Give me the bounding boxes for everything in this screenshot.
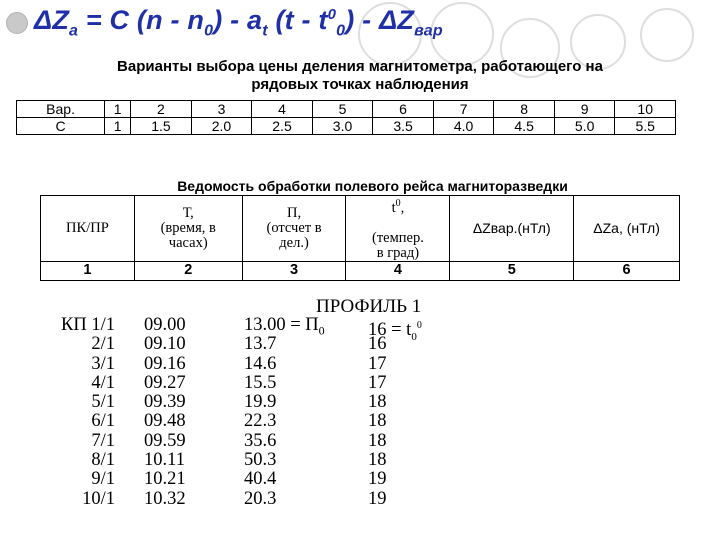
time-value: 09.59 — [144, 430, 186, 451]
point-id: 5/1 — [91, 392, 115, 413]
table-cell: 4.0 — [433, 118, 494, 135]
point-id: 4/1 — [91, 372, 115, 393]
temp-text: 17 — [368, 353, 387, 374]
time-value: 09.00 — [144, 315, 186, 335]
point-id: 2/1 — [91, 334, 115, 355]
table-cell: 1.5 — [131, 118, 192, 135]
temp-text: 16 — [368, 334, 387, 355]
temp-value — [368, 432, 387, 451]
table-cell: 6 — [373, 101, 434, 118]
table-cell: 8 — [494, 101, 555, 118]
point-id: 6/1 — [91, 411, 115, 432]
slide-title — [6, 6, 443, 40]
table-cell: 1 — [105, 101, 131, 118]
table-row — [17, 118, 676, 135]
reading-text: 40.4 — [244, 469, 277, 490]
temp-text: 18 — [368, 450, 387, 471]
header-cell: ПК/ПР — [41, 196, 135, 262]
table-cell: 3 — [242, 261, 346, 280]
time-value: 09.10 — [144, 334, 186, 355]
reading-text: 19.9 — [244, 392, 277, 413]
table-cell: 7 — [433, 101, 494, 118]
temp-value — [368, 393, 387, 412]
temp-text: 16 = t — [368, 320, 412, 341]
reading-text: 35.6 — [244, 430, 277, 451]
reading-sub: 0 — [318, 323, 325, 338]
temp-value — [368, 490, 387, 509]
table-cell: 1 — [41, 261, 135, 280]
table-header-row — [41, 196, 680, 262]
header-cell: П, (отсчет в дел.) — [242, 196, 346, 262]
reading-text: 13.00 = П — [244, 315, 319, 335]
reading-text: 13.7 — [244, 334, 277, 355]
temp-sup: 0 — [416, 320, 422, 331]
decor-circle — [640, 8, 694, 62]
point-id: 8/1 — [91, 450, 115, 471]
table-cell: 5.5 — [615, 118, 676, 135]
time-value: 10.21 — [144, 469, 186, 490]
table-cell: 3.5 — [373, 118, 434, 135]
table-cell: 2 — [131, 101, 192, 118]
header-cell: $t^0$, (темпер. в град) — [346, 196, 450, 262]
table-cell: 2.0 — [191, 118, 252, 135]
statement-table — [40, 195, 680, 281]
time-value: 09.48 — [144, 411, 186, 432]
reading-value — [244, 490, 276, 509]
reading-text: 50.3 — [244, 450, 277, 471]
temp-text: 18 — [368, 430, 387, 451]
table-cell: 4.5 — [494, 118, 555, 135]
statement-heading: Ведомость обработки полевого рейса магниторазведки — [177, 178, 568, 194]
temp-sub: 0 — [411, 330, 417, 343]
table-cell: 9 — [554, 101, 615, 118]
header-cell: ΔZa, (нТл) — [574, 196, 680, 262]
temp-value — [368, 335, 387, 354]
header-cell: ΔZвар.(нТл) — [450, 196, 574, 262]
temp-text: 19 — [368, 488, 387, 509]
reading-value — [244, 335, 276, 354]
temp-text: 18 — [368, 411, 387, 432]
profile-title: ПРОФИЛЬ 1 — [316, 296, 422, 317]
time-value: 09.27 — [144, 372, 186, 393]
time-value: 09.39 — [144, 392, 186, 413]
variants-table — [16, 100, 676, 135]
temp-text: 19 — [368, 469, 387, 490]
bullet-icon — [6, 12, 28, 34]
table-cell: 10 — [615, 101, 676, 118]
table-number-row — [41, 261, 680, 280]
point-id: КП 1/1 — [61, 315, 115, 335]
temp-value — [368, 412, 387, 431]
table-cell: Вар. — [17, 101, 105, 118]
formula: $\Delta Z_a = C$ $(n - n_0) - a_t$ $(t - t^0_0) - \Delta Z_{вар}$ — [34, 5, 443, 40]
temp-value — [368, 451, 387, 470]
header-cell: Т, (время, в часах) — [134, 196, 242, 262]
table-cell: 5.0 — [554, 118, 615, 135]
reading-text: 22.3 — [244, 411, 277, 432]
table-cell: 3.0 — [312, 118, 373, 135]
table-cell: 5 — [312, 101, 373, 118]
point-id: 10/1 — [82, 488, 115, 509]
reading-value — [244, 355, 276, 374]
table-cell: 1 — [105, 118, 131, 135]
time-value: 10.11 — [144, 450, 185, 471]
reading-value — [244, 432, 276, 451]
reading-text: 15.5 — [244, 372, 277, 393]
variants-heading: Варианты выбора цены деления магнитометра, работающего на рядовых точках наблюдения — [117, 58, 603, 93]
reading-value — [244, 451, 276, 470]
time-value: 09.16 — [144, 353, 186, 374]
table-cell: 4 — [346, 261, 450, 280]
reading-value — [244, 470, 276, 489]
time-value: 10.32 — [144, 488, 186, 509]
table-cell: 2 — [134, 261, 242, 280]
table-cell: С — [17, 118, 105, 135]
reading-value — [244, 374, 276, 393]
reading-text: 14.6 — [244, 353, 277, 374]
table-cell: 3 — [191, 101, 252, 118]
point-id: 3/1 — [91, 353, 115, 374]
table-row — [17, 101, 676, 118]
table-cell: 5 — [450, 261, 574, 280]
temp-text: 18 — [368, 392, 387, 413]
table-cell: 2.5 — [252, 118, 313, 135]
point-id: 7/1 — [91, 430, 115, 451]
reading-value — [244, 393, 276, 412]
temp-value — [368, 470, 387, 489]
temp-value — [368, 355, 387, 374]
point-id: 9/1 — [91, 469, 115, 490]
temp-value — [368, 374, 387, 393]
reading-value — [244, 412, 276, 431]
reading-text: 20.3 — [244, 488, 277, 509]
temp-text: 17 — [368, 372, 387, 393]
table-cell: 6 — [574, 261, 680, 280]
table-cell: 4 — [252, 101, 313, 118]
